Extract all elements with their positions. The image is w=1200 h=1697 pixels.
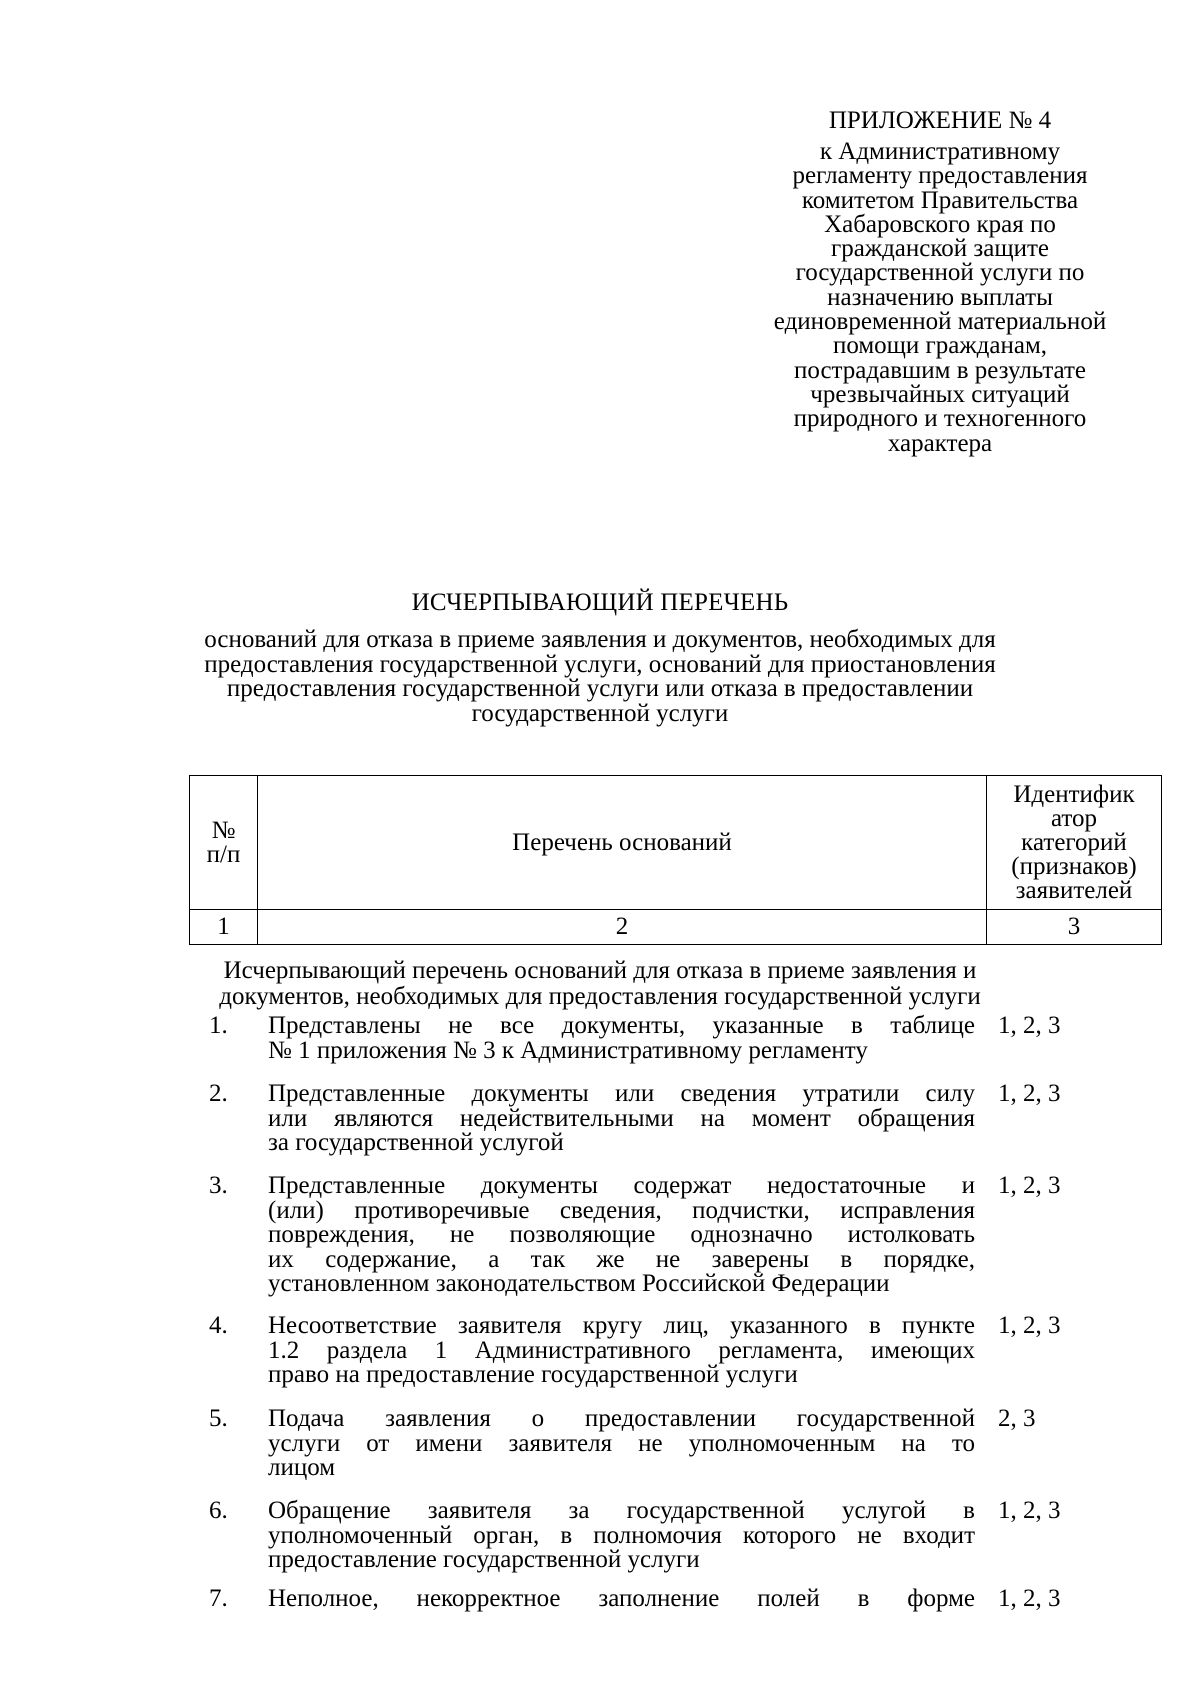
header-cell-text: № <box>211 816 236 844</box>
item-number: 3. <box>209 1172 228 1199</box>
appendix-line: пострадавшим в результате <box>793 356 1087 384</box>
item-text <box>268 1314 975 1388</box>
column-number-cell: 2 <box>258 910 987 945</box>
appendix-line: характера <box>887 429 993 457</box>
document-subtitle <box>180 628 1020 726</box>
appendix-line: государственной услуги по <box>795 259 1085 287</box>
item-number: 6. <box>209 1497 228 1524</box>
document-title: ИСЧЕРПЫВАЮЩИЙ ПЕРЕЧЕНЬ <box>411 589 789 616</box>
header-cell-text: заявителей <box>1015 876 1133 904</box>
subtitle-line: предоставления государственной услуги, оснований для приостановления <box>204 650 996 678</box>
item-text-line: право на предоставление государственной услуги <box>268 1361 798 1388</box>
item-number: 4. <box>209 1312 228 1339</box>
appendix-line: единовременной материальной <box>773 308 1107 336</box>
subtitle-line: предоставления государственной услуги или отказа в предоставлении <box>226 675 974 702</box>
header-table-wrap <box>189 775 1162 945</box>
section-heading-line: документов, необходимых для предоставления государственной услуги <box>219 983 981 1010</box>
item-text-line: Представлены не все документы, указанные в таблице <box>268 1012 975 1039</box>
appendix-line: Хабаровского края по <box>824 210 1056 238</box>
item-text <box>268 1174 975 1297</box>
item-text-line: их содержание, а так же не заверены в порядке, <box>268 1245 975 1273</box>
header-cell-text: (признаков) <box>1011 852 1137 880</box>
column-number-cell: 1 <box>190 910 258 945</box>
header-cell-text: Идентифик <box>1013 780 1135 808</box>
appendix-block <box>740 106 1140 456</box>
table-header-row <box>190 776 1162 910</box>
header-cell-text: атор <box>1050 804 1098 832</box>
subtitle-line: оснований для отказа в приеме заявления и документов, необходимых для <box>204 626 996 653</box>
item-text-line: 1.2 раздела 1 Административного регламента, имеющих <box>268 1336 975 1364</box>
item-text <box>268 1014 975 1063</box>
appendix-line: назначению выплаты <box>827 283 1053 311</box>
item-text-line: Представленные документы содержат недостаточные и <box>268 1172 975 1199</box>
item-categories: 1, 2, 3 <box>998 1172 1061 1199</box>
appendix-line: к Административному <box>819 138 1061 165</box>
item-text-line: Подача заявления о предоставлении государственной <box>268 1405 975 1432</box>
section-heading <box>180 958 1020 1010</box>
appendix-line: чрезвычайных ситуаций <box>810 380 1070 408</box>
item-text-line: Несоответствие заявителя кругу лиц, указанного в пункте <box>268 1312 975 1339</box>
header-cell-number <box>190 776 258 910</box>
item-text-line: предоставление государственной услуги <box>268 1546 700 1573</box>
item-text-line: или являются недействительными на момент обращения <box>268 1104 975 1132</box>
item-text-line: Неполное, некорректное заполнение полей в форме <box>268 1585 975 1612</box>
item-number: 5. <box>209 1405 228 1432</box>
header-cell-reasons: Перечень оснований <box>258 776 987 910</box>
item-text <box>268 1082 975 1156</box>
appendix-title: ПРИЛОЖЕНИЕ № 4 <box>828 107 1052 134</box>
item-text-line: уполномоченный орган, в полномочия которого не входит <box>268 1521 975 1549</box>
item-text-line: повреждения, не позволяющие однозначно истолковать <box>268 1221 975 1248</box>
item-categories: 1, 2, 3 <box>998 1080 1061 1107</box>
column-number-cell: 3 <box>987 910 1162 945</box>
item-text-line: Представленные документы или сведения утратили силу <box>268 1080 975 1107</box>
appendix-line: регламенту предоставления <box>792 162 1088 190</box>
item-text-line: установленном законодательством Российской Федерации <box>268 1270 890 1297</box>
appendix-line: гражданской защите <box>830 235 1050 263</box>
section-heading-line: Исчерпывающий перечень оснований для отказа в приеме заявления и <box>223 957 977 984</box>
item-text-line: услуги от имени заявителя не уполномоченным на то <box>268 1429 975 1457</box>
item-number: 2. <box>209 1080 228 1107</box>
appendix-line: комитетом Правительства <box>801 186 1079 214</box>
header-cell-text: п/п <box>206 840 241 868</box>
item-categories: 1, 2, 3 <box>998 1012 1061 1039</box>
header-table <box>189 775 1162 945</box>
item-text <box>268 1407 975 1481</box>
subtitle-line: государственной услуги <box>471 699 729 727</box>
item-categories: 1, 2, 3 <box>998 1585 1061 1612</box>
item-number: 7. <box>209 1585 228 1612</box>
item-number: 1. <box>209 1012 228 1039</box>
header-cell-identifier <box>987 776 1162 910</box>
item-text-line: Обращение заявителя за государственной услугой в <box>268 1497 975 1524</box>
item-text <box>268 1587 975 1612</box>
appendix-line: помощи гражданам, <box>832 332 1048 360</box>
item-text-line: за государственной услугой <box>268 1129 564 1156</box>
item-text <box>268 1499 975 1573</box>
table-number-row <box>190 910 1162 945</box>
item-text-line: (или) противоречивые сведения, подчистки, исправления <box>268 1196 975 1224</box>
item-text-line: № 1 приложения № 3 к Административному регламенту <box>268 1036 868 1064</box>
item-categories: 1, 2, 3 <box>998 1312 1061 1339</box>
item-text-line: лицом <box>268 1454 336 1481</box>
item-categories: 2, 3 <box>998 1405 1036 1432</box>
appendix-line: природного и техногенного <box>793 405 1087 433</box>
item-categories: 1, 2, 3 <box>998 1497 1061 1524</box>
header-cell-text: категорий <box>1021 828 1127 856</box>
